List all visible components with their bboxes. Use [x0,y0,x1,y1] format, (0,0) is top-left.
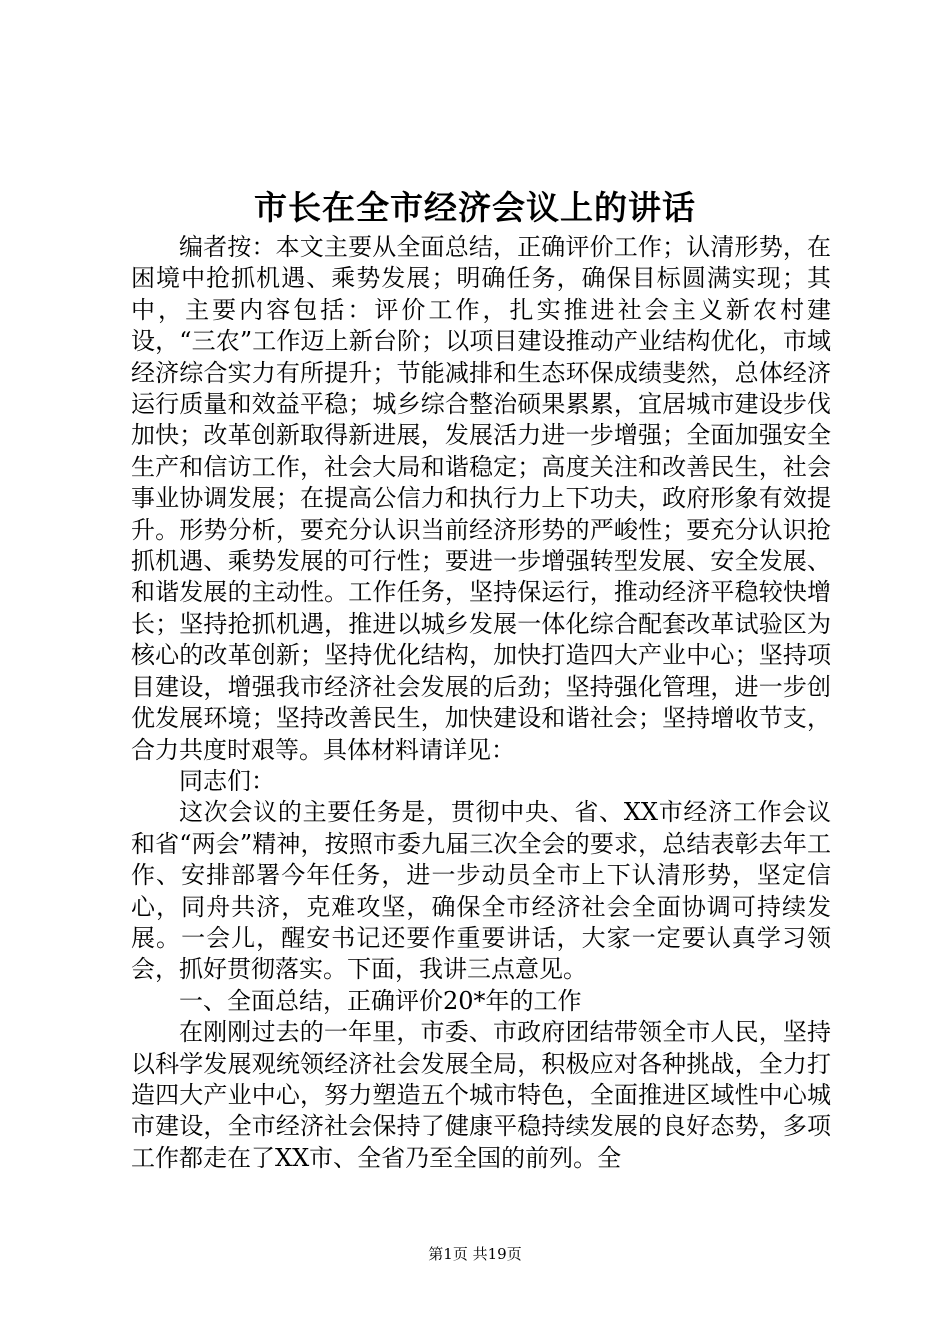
paragraph-editor-note: 编者按：本文主要从全面总结，正确评价工作；认清形势，在困境中抢抓机遇、乘势发展；明确任务，确保目标圆满实现；其中，主要内容包括：评价工作，扎实推进社会主义新农村建设，“三农”工作迈上新台阶；以项目建设推动产业结构优化，市域经济综合实力有所提升；节能减排和生态环保成绩斐然，总体经济运行质量和效益平稳；城乡综合整治硕果累累，宜居城市建设步伐加快；改革创新取得新进展，发展活力进一步增强；全面加强安全生产和信访工作，社会大局和谐稳定；高度关注和改善民生，社会事业协调发展；在提高公信力和执行力上下功夫，政府形象有效提升。形势分析，要充分认识当前经济形势的严峻性；要充分认识抢抓机遇、乘势发展的可行性；要进一步增强转型发展、安全发展、和谐发展的主动性。工作任务，坚持保运行，推动经济平稳较快增长；坚持抢抓机遇，推进以城乡发展一体化综合配套改革试验区为核心的改革创新；坚持优化结构，加快打造四大产业中心；坚持项目建设，增强我市经济社会发展的后劲；坚持强化管理，进一步创优发展环境；坚持改善民生，加快建设和谐社会；坚持增收节支，合力共度时艰等。具体材料请详见： [131,233,831,764]
section-heading-1: 一、全面总结，正确评价20*年的工作 [179,986,582,1015]
document-title: 市长在全市经济会议上的讲话 [254,188,696,227]
document-body [131,232,831,1174]
paragraph-salutation: 同志们： [179,766,275,795]
page-number-footer: 第1页 共19页 [428,1245,522,1263]
paragraph-meeting-task: 这次会议的主要任务是，贯彻中央、省、XX市经济工作会议和省“两会”精神，按照市委九届三次全会的要求，总结表彰去年工作、安排部署今年任务，进一步动员全市上下认清形势，坚定信心，同舟共济，克难攻坚，确保全市经济社会全面协调可持续发展。一会儿，醒安书记还要作重要讲话，大家一定要认真学习领会，抓好贯彻落实。下面，我讲三点意见。 [131,798,831,984]
paragraph-year-review: 在刚刚过去的一年里，市委、市政府团结带领全市人民，坚持以科学发展观统领经济社会发展全局，积极应对各种挑战，全力打造四大产业中心，努力塑造五个城市特色，全面推进区域性中心城市建设，全市经济社会保持了健康平稳持续发展的良好态势，多项工作都走在了XX市、全省乃至全国的前列。全 [131,1018,831,1172]
